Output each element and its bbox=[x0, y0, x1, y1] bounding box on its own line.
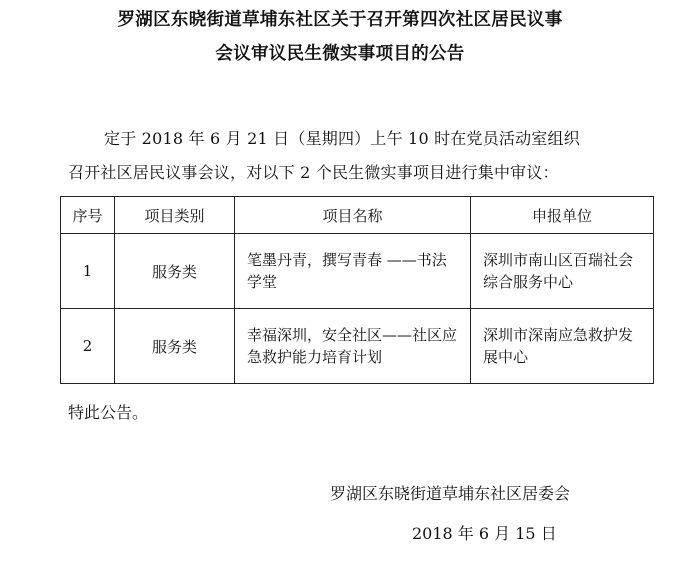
row-project-name: 笔墨丹青，撰写青春 ——书法学堂 bbox=[235, 234, 471, 309]
table-row bbox=[61, 234, 654, 309]
table-header-row bbox=[61, 197, 654, 234]
row-category: 服务类 bbox=[115, 309, 235, 384]
row-index: 1 bbox=[61, 234, 115, 309]
header-category: 项目类别 bbox=[115, 197, 235, 234]
issuer-signature: 罗湖区东晓街道草埔东社区居委会 bbox=[330, 484, 571, 503]
notice-title-line-1: 罗湖区东晓街道草埔东社区关于召开第四次社区居民议事 bbox=[117, 10, 563, 30]
row-category: 服务类 bbox=[115, 234, 235, 309]
header-index: 序号 bbox=[61, 197, 115, 234]
row-index: 2 bbox=[61, 309, 115, 384]
table-row bbox=[61, 309, 654, 384]
notice-body-line-2: 召开社区居民议事会议，对以下 2 个民生微实事项目进行集中审议： bbox=[68, 163, 559, 182]
closing-remark: 特此公告。 bbox=[68, 403, 149, 422]
project-table bbox=[60, 196, 654, 384]
notice-title-line-2: 会议审议民生微实事项目的公告 bbox=[215, 44, 465, 64]
header-name: 项目名称 bbox=[235, 197, 471, 234]
row-project-name: 幸福深圳，安全社区——社区应急救护能力培育计划 bbox=[235, 309, 471, 384]
row-applicant-unit: 深圳市深南应急救护发展中心 bbox=[471, 309, 654, 384]
row-applicant-unit: 深圳市南山区百瑞社会综合服务中心 bbox=[471, 234, 654, 309]
issue-date: 2018 年 6 月 15 日 bbox=[412, 524, 557, 543]
header-unit: 申报单位 bbox=[471, 197, 654, 234]
notice-body-line-1: 定于 2018 年 6 月 21 日（星期四）上午 10 时在党员活动室组织 bbox=[104, 129, 580, 148]
